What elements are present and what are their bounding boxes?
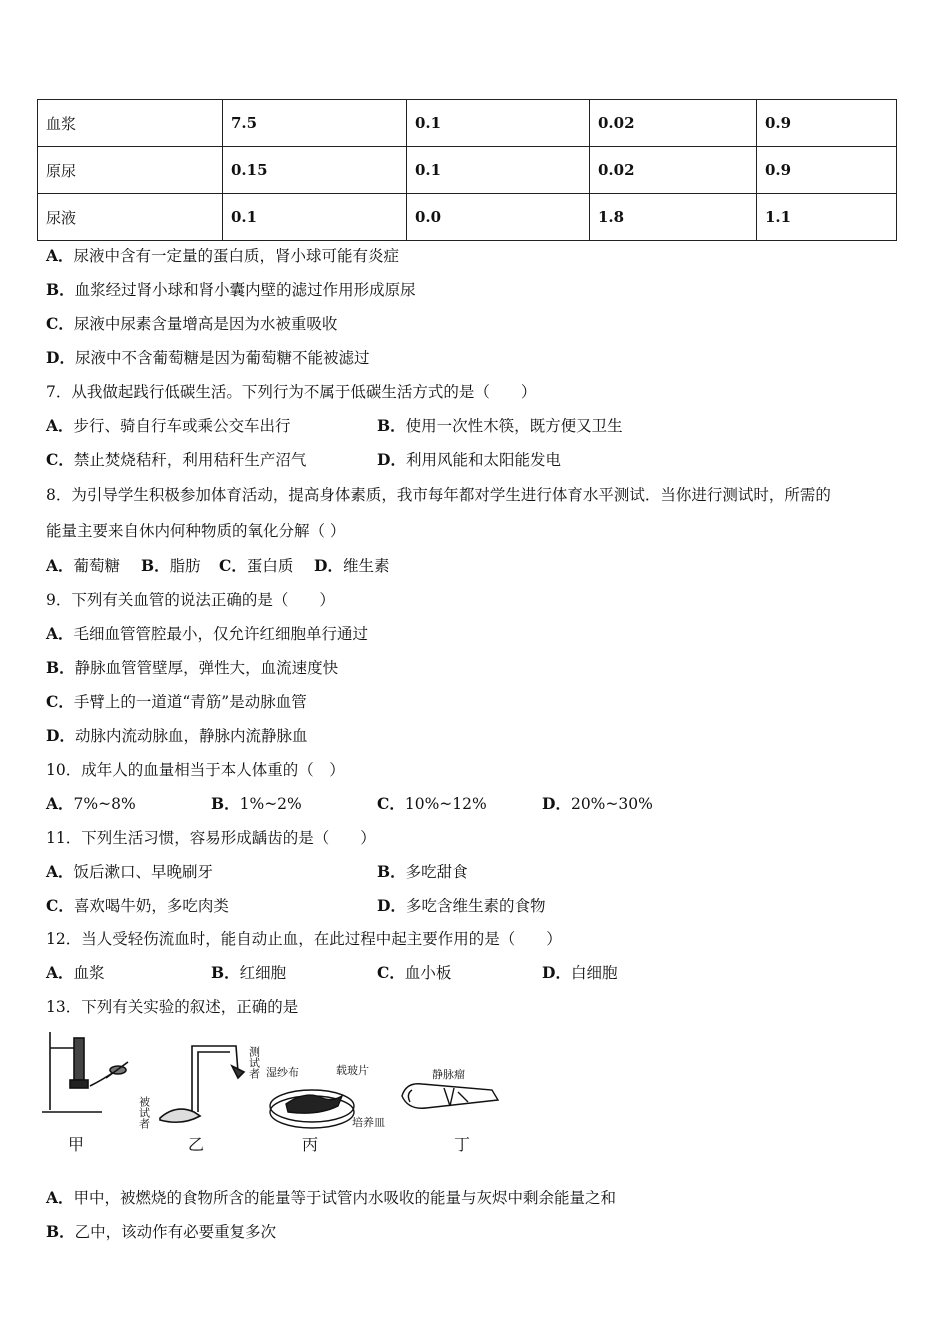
- option-label: B．: [46, 280, 75, 299]
- table-cell: 0.02: [590, 147, 757, 194]
- q10-stem: 10．成年人的血量相当于本人体重的（ ）: [46, 761, 345, 779]
- table-cell: 1.1: [757, 194, 897, 241]
- table-cell: 尿液: [38, 194, 223, 241]
- option-text: 7%~8%: [73, 795, 136, 813]
- option-text: 利用风能和太阳能发电: [405, 451, 561, 469]
- option-text: 饭后漱口、早晚刷牙: [73, 863, 214, 881]
- q6-option-b[interactable]: [46, 280, 416, 300]
- table-cell: 0.02: [590, 100, 757, 147]
- option-text: 使用一次性木筷，既方便又卫生: [405, 417, 623, 435]
- option-label: D．: [46, 726, 75, 745]
- q7-option-b[interactable]: [377, 416, 623, 436]
- q8-option-c[interactable]: [219, 556, 293, 576]
- table-cell: 0.9: [757, 147, 897, 194]
- label-vein: 静脉瘤: [432, 1068, 465, 1081]
- option-text: 甲中，被燃烧的食物所含的能量等于试管内水吸收的能量与灰烬中剩余能量之和: [73, 1189, 617, 1207]
- option-label: B．: [211, 794, 240, 813]
- q6-option-c[interactable]: [46, 314, 337, 334]
- q8-stem-line1: 8．为引导学生积极参加体育活动，提高身体素质，我市每年都对学生进行体育水平测试．当你进行测试时，所需的: [46, 486, 831, 504]
- option-text: 脂肪: [169, 557, 201, 575]
- option-label: B．: [377, 862, 406, 881]
- table-row: [38, 147, 897, 194]
- caption-yi: 乙: [188, 1135, 205, 1154]
- option-label: C．: [219, 556, 247, 575]
- option-text: 血小板: [404, 964, 452, 982]
- option-label: C．: [46, 450, 74, 469]
- q10-option-a[interactable]: [46, 794, 136, 814]
- q7-option-c[interactable]: [46, 450, 306, 470]
- q11-option-b[interactable]: [377, 862, 468, 882]
- option-label: D．: [542, 794, 571, 813]
- q11-option-d[interactable]: [377, 896, 545, 916]
- option-label: A．: [46, 1188, 74, 1207]
- experiment-figure: [40, 1026, 500, 1158]
- table-cell: 0.1: [223, 194, 407, 241]
- caption-jia: 甲: [68, 1135, 85, 1154]
- table-cell: 0.1: [407, 100, 590, 147]
- option-text: 白细胞: [570, 964, 618, 982]
- q11-option-a[interactable]: [46, 862, 213, 882]
- q7-option-d[interactable]: [377, 450, 561, 470]
- option-label: D．: [377, 896, 406, 915]
- option-label: A．: [46, 556, 74, 575]
- option-text: 红细胞: [239, 964, 287, 982]
- option-label: B．: [46, 1222, 75, 1241]
- q8-option-a[interactable]: [46, 556, 120, 576]
- option-label: D．: [542, 963, 571, 982]
- table-cell: 0.1: [407, 147, 590, 194]
- option-text: 1%~2%: [239, 795, 302, 813]
- caption-ding: 丁: [454, 1135, 471, 1154]
- q6-option-d[interactable]: [46, 348, 369, 368]
- option-text: 尿液中含有一定量的蛋白质，肾小球可能有炎症: [73, 247, 400, 265]
- option-text: 血浆经过肾小球和肾小囊内壁的滤过作用形成原尿: [74, 281, 416, 299]
- q7-option-a[interactable]: [46, 416, 291, 436]
- option-label: A．: [46, 624, 74, 643]
- option-label: D．: [377, 450, 406, 469]
- q9-stem: 9．下列有关血管的说法正确的是（ ）: [46, 591, 335, 609]
- q10-option-c[interactable]: [377, 794, 487, 814]
- caption-bing: 丙: [302, 1135, 319, 1154]
- q12-option-a[interactable]: [46, 963, 105, 983]
- data-table: [37, 99, 897, 241]
- q9-option-c[interactable]: [46, 692, 307, 712]
- table-row: [38, 194, 897, 241]
- arm-vein: [402, 1084, 498, 1109]
- option-text: 动脉内流动脉血，静脉内流静脉血: [74, 727, 308, 745]
- option-label: A．: [46, 246, 74, 265]
- table-cell: 0.15: [223, 147, 407, 194]
- option-label: C．: [377, 794, 405, 813]
- label-petri-dish: 培养皿: [352, 1116, 385, 1129]
- option-label: A．: [46, 416, 74, 435]
- q12-option-d[interactable]: [542, 963, 617, 983]
- option-label: B．: [141, 556, 170, 575]
- option-text: 多吃甜食: [405, 863, 468, 881]
- option-label: C．: [46, 692, 74, 711]
- label-tester: 测试者: [247, 1046, 261, 1079]
- option-label: C．: [377, 963, 405, 982]
- option-text: 血浆: [73, 964, 105, 982]
- table-cell: 0.0: [407, 194, 590, 241]
- option-label: A．: [46, 963, 74, 982]
- option-label: B．: [377, 416, 406, 435]
- option-text: 尿液中不含葡萄糖是因为葡萄糖不能被滤过: [74, 349, 370, 367]
- option-text: 手臂上的一道道“青筋”是动脉血管: [73, 693, 307, 711]
- table-cell: 0.9: [757, 100, 897, 147]
- q12-option-b[interactable]: [211, 963, 286, 983]
- q8-option-d[interactable]: [314, 556, 389, 576]
- option-label: B．: [46, 658, 75, 677]
- option-text: 葡萄糖: [73, 557, 121, 575]
- option-text: 蛋白质: [246, 557, 294, 575]
- option-label: D．: [46, 348, 75, 367]
- option-text: 毛细血管管腔最小，仅允许红细胞单行通过: [73, 625, 369, 643]
- petri-dish: [270, 1090, 354, 1128]
- option-text: 静脉血管管壁厚，弹性大，血流速度快: [74, 659, 339, 677]
- q12-stem: 12．当人受轻伤流血时，能自动止血，在此过程中起主要作用的是（ ）: [46, 930, 562, 948]
- q13-stem: 13．下列有关实验的叙述，正确的是: [46, 998, 299, 1016]
- straw-test: [160, 1046, 244, 1122]
- q8-option-b[interactable]: [141, 556, 201, 576]
- option-text: 10%~12%: [404, 795, 487, 813]
- q11-stem: 11．下列生活习惯，容易形成龋齿的是（ ）: [46, 829, 376, 847]
- table-cell: 1.8: [590, 194, 757, 241]
- q9-option-a[interactable]: [46, 624, 368, 644]
- q13-option-b[interactable]: [46, 1222, 276, 1242]
- option-label: A．: [46, 794, 74, 813]
- option-text: 喜欢喝牛奶，多吃肉类: [73, 897, 229, 915]
- option-label: A．: [46, 862, 74, 881]
- table-row: [38, 100, 897, 147]
- option-text: 维生素: [342, 557, 390, 575]
- q9-option-d[interactable]: [46, 726, 307, 746]
- option-text: 乙中，该动作有必要重复多次: [74, 1223, 277, 1241]
- option-text: 步行、骑自行车或乘公交车出行: [73, 417, 291, 435]
- option-text: 多吃含维生素的食物: [405, 897, 546, 915]
- q7-stem: 7．从我做起践行低碳生活。下列行为不属于低碳生活方式的是（ ）: [46, 383, 537, 401]
- stand-apparatus: [42, 1032, 128, 1112]
- table-cell: 原尿: [38, 147, 223, 194]
- table-cell: 7.5: [223, 100, 407, 147]
- option-text: 尿液中尿素含量增高是因为水被重吸收: [73, 315, 338, 333]
- option-label: D．: [314, 556, 343, 575]
- q6-option-a[interactable]: [46, 246, 399, 266]
- label-wet-gauze: 湿纱布: [266, 1066, 299, 1079]
- option-label: C．: [46, 314, 74, 333]
- label-subject: 被试者: [137, 1096, 151, 1129]
- q9-option-b[interactable]: [46, 658, 338, 678]
- option-label: B．: [211, 963, 240, 982]
- q11-option-c[interactable]: [46, 896, 229, 916]
- option-label: C．: [46, 896, 74, 915]
- q10-option-b[interactable]: [211, 794, 302, 814]
- q10-option-d[interactable]: [542, 794, 653, 814]
- q12-option-c[interactable]: [377, 963, 451, 983]
- table-cell: 血浆: [38, 100, 223, 147]
- q8-stem-line2: 能量主要来自休内何种物质的氧化分解（ ）: [46, 522, 346, 540]
- option-text: 禁止焚烧秸秆，利用秸秆生产沼气: [73, 451, 307, 469]
- label-glass-slide: 载玻片: [336, 1064, 369, 1077]
- option-text: 20%~30%: [570, 795, 653, 813]
- q13-option-a[interactable]: [46, 1188, 616, 1208]
